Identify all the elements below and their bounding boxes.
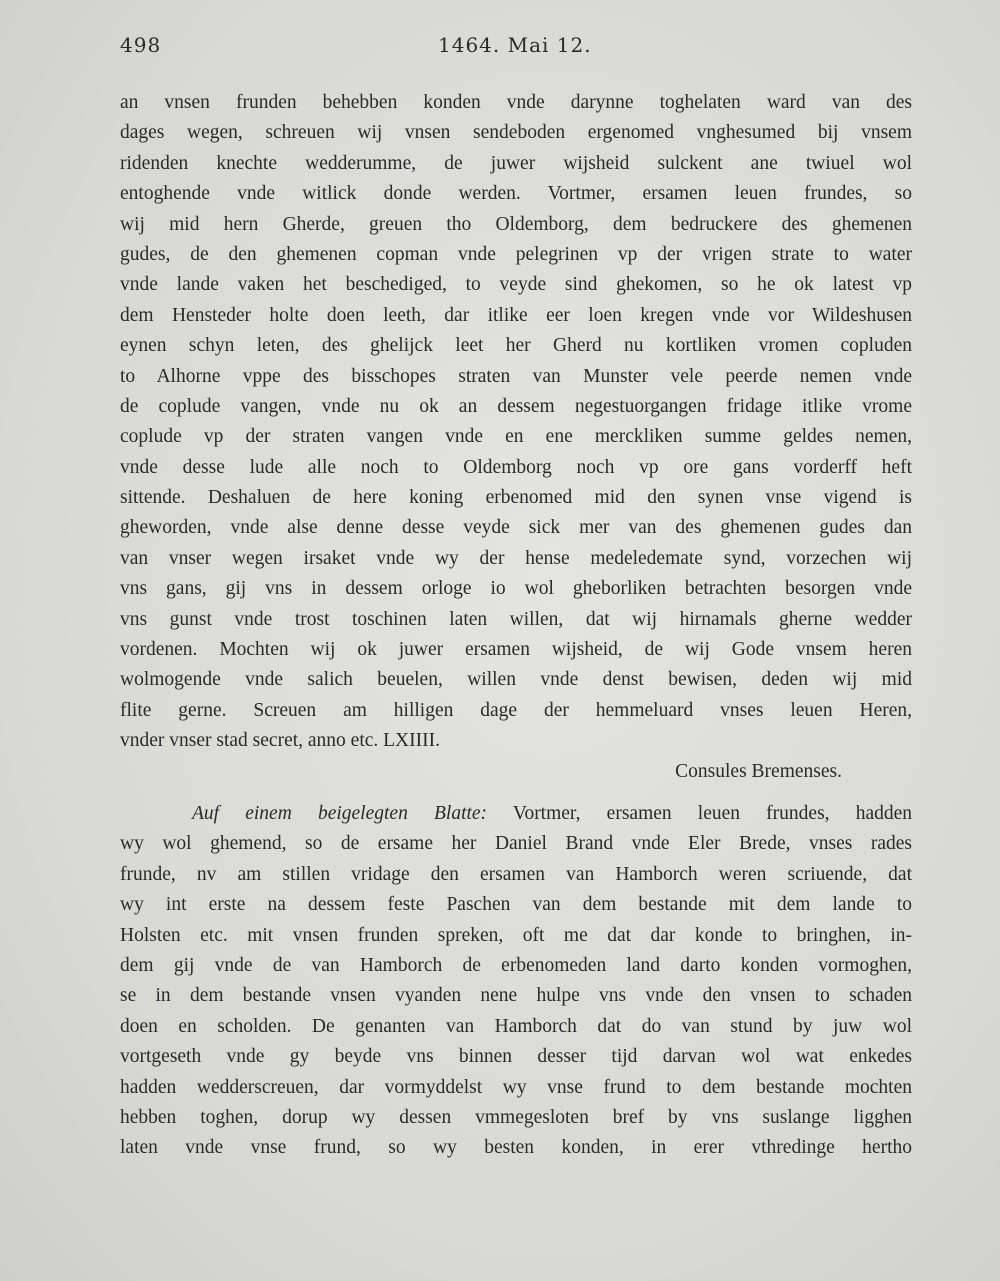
text-line: wolmogende vnde salich beuelen, willen vnde denst bewisen, deden wij mid bbox=[120, 669, 912, 691]
page-number: 498 bbox=[120, 33, 162, 57]
page-header bbox=[120, 33, 912, 63]
text-line: coplude vp der straten vangen vnde en ene merckliken summe geldes nemen, bbox=[120, 426, 912, 448]
text-line: vns gunst vnde trost toschinen laten willen, dat wij hirnamals gherne wedder bbox=[120, 608, 912, 630]
body-text bbox=[120, 88, 912, 1164]
text-line: vnde desse lude alle noch to Oldemborg noch vp ore gans vorderff heft bbox=[120, 456, 912, 478]
text-line: wij mid hern Gherde, greuen tho Oldemborg, dem bedruckere des ghemenen bbox=[120, 213, 912, 235]
text-line: an vnsen frunden behebben konden vnde darynne toghelaten ward van des bbox=[120, 92, 912, 113]
text-line: Holsten etc. mit vnsen frunden spreken, oft me dat dar konde to bringhen, in- bbox=[120, 924, 912, 946]
text-line: gudes, de den ghemenen copman vnde pelegrinen vp der vrigen strate to water bbox=[120, 243, 912, 265]
running-head-date: 1464. Mai 12. bbox=[438, 33, 592, 57]
text-line: laten vnde vnse frund, so wy besten konden, in erer vthredinge hertho bbox=[120, 1137, 912, 1159]
text-line: hebben toghen, dorup wy dessen vmmegesloten bref by vns suslange ligghen bbox=[120, 1106, 912, 1128]
text-line: eynen schyn leten, des ghelijck leet her Gherd nu kortliken vromen copluden bbox=[120, 335, 912, 357]
text-line: to Alhorne vppe des bisschopes straten van Munster vele peerde nemen vnde bbox=[120, 365, 912, 387]
text-line: vordenen. Mochten wij ok juwer ersamen wijsheid, de wij Gode vnsem heren bbox=[120, 639, 912, 661]
text-line: flite gerne. Screuen am hilligen dage der hemmeluard vnses leuen Heren, bbox=[120, 699, 912, 721]
enclosure-text bbox=[120, 799, 912, 1164]
text-line: dem gij vnde de van Hamborch de erbenomeden land darto konden vormoghen, bbox=[120, 954, 912, 976]
text-line: wy wol ghemend, so de ersame her Daniel Brand vnde Eler Brede, vnses rades bbox=[120, 833, 912, 855]
text-line: se in dem bestande vnsen vyanden nene hulpe vns vnde den vnsen to schaden bbox=[120, 985, 912, 1007]
text-line: doen en scholden. De genanten van Hamborch dat do van stund by juw wol bbox=[120, 1015, 912, 1037]
text-line: sittende. Deshaluen de here koning erbenomed mid den synen vnse vigend is bbox=[120, 487, 912, 509]
section-gap bbox=[120, 787, 912, 799]
text-line: hadden wedderscreuen, dar vormyddelst wy vnse frund to dem bestande mochten bbox=[120, 1076, 912, 1098]
enclosure-intro: Auf einem beigelegten Blatte: bbox=[192, 802, 488, 824]
text-line: de coplude vangen, vnde nu ok an dessem negestuorgangen fridage itlike vrome bbox=[120, 395, 912, 417]
text-line: vortgeseth vnde gy beyde vns binnen desser tijd darvan wol wat enkedes bbox=[120, 1046, 912, 1068]
text-line: ridenden knechte wedderumme, de juwer wijsheid sulckent ane twiuel wol bbox=[120, 152, 912, 174]
text-line: dages wegen, schreuen wij vnsen sendeboden ergenomed vnghesumed bij vnsem bbox=[120, 122, 912, 144]
text-line: dem Hensteder holte doen leeth, dar itlike eer loen kregen vnde vor Wildeshusen bbox=[120, 304, 912, 326]
enclosure-first-line-text: Vortmer, ersamen leuen frundes, hadden bbox=[512, 802, 912, 824]
signature: Consules Bremenses. bbox=[675, 760, 842, 782]
text-line: vnder vnser stad secret, anno etc. LXIIII. bbox=[120, 730, 440, 752]
text-line: vns gans, gij vns in dessem orloge io wol gheborliken betrachten besorgen vnde bbox=[120, 578, 912, 600]
text-line: wy int erste na dessem feste Paschen van dem bestande mit dem lande to bbox=[120, 894, 912, 916]
text-line: vnde lande vaken het beschediged, to veyde sind ghekomen, so he ok latest vp bbox=[120, 274, 912, 296]
text-line: entoghende vnde witlick donde werden. Vortmer, ersamen leuen frundes, so bbox=[120, 183, 912, 205]
letter-text bbox=[120, 88, 912, 787]
text-line: gheworden, vnde alse denne desse veyde sick mer van des ghemenen gudes dan bbox=[120, 517, 912, 539]
text-line: van vnser wegen irsaket vnde wy der hense medeledemate synd, vorzechen wij bbox=[120, 547, 912, 569]
enclosure-first-line bbox=[120, 799, 912, 829]
text-line: frunde, nv am stillen vridage den ersamen van Hamborch weren scriuende, dat bbox=[120, 863, 912, 885]
